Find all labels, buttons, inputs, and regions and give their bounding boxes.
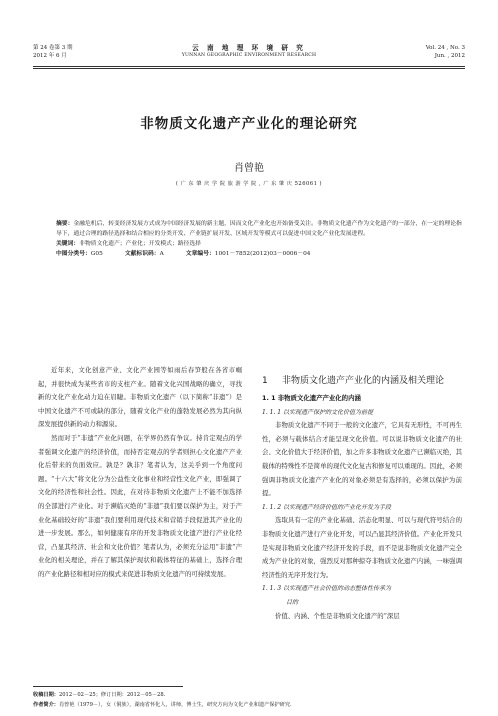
footnote	[33, 690, 465, 710]
left-column	[38, 364, 242, 582]
article-author: 肖曾艳	[234, 163, 264, 174]
intro-paragraph-1: 近年来，文化创意产业、文化产业园等如雨后春笋般在各省市崛起，并很快成为某些省市的支柱产业。随着文化兴国战略的确立，寻找新的文化产业化动力迫在眉睫。非物质文化遗产（以下简称“非遗”）是中国文化遗产不可或缺的部分，随着文化产业的蓬勃发展必然为其向纵深发展提供新的动力和源泉。	[38, 366, 242, 429]
subsection-1-1-1: 1. 1. 1 以实现遗产保护的文化价值为前提	[262, 408, 373, 416]
paragraph-1-1-2: 选取具有一定的产业化基础、活态化明显、可以与现代符号结合的非物质文化遗产进行产业化开发，可以凸显其经济价值。产业化开发只是实现非物质文化遗产经济开发的手段，而不是说非物质文化遗产完全成为产业化的对象，强烈反对那种掠夺非物质文化遗产内涵，一味强调经济性的无序开发行为。	[262, 516, 462, 579]
header-rule-thin	[33, 68, 465, 69]
subsection-1-1-2: 1. 1. 2 以实现遗产经济价值的产业化开发为手段	[262, 503, 391, 511]
right-column	[262, 374, 462, 623]
publication-date-en: Jun. , 2012	[434, 53, 465, 59]
journal-name-cn: 云 南 地 理 环 境 研 究	[192, 44, 306, 52]
received-value: 2012－02－25；修订日期：2012－05－28.	[58, 692, 166, 698]
journal-name-en: YUNNAN GEOGRAPHIC ENVIRONMENT RESEARCH	[181, 53, 317, 58]
abstract-text: 金融危机后，转变经济发展方式成为中国经济发展的新主题，因而文化产业化也开始备受关注。非物质文化遗产作为文化遗产的一部分，在一定的理论指导下，通过合理的路径选择和结合相应的分类开发、产业链扩展开发、区域开发等模式可以促进中国文化产业化发展进程。	[56, 221, 462, 237]
journal-name	[33, 44, 465, 60]
document-code-value: A	[159, 251, 164, 257]
footnote-rule	[33, 686, 183, 687]
section-title: 非物质文化遗产产业化的内涵及相关理论	[282, 376, 445, 386]
volume-issue: 第 24 卷第 3 期	[33, 45, 73, 51]
received-label: 收稿日期：	[33, 692, 59, 698]
author-affiliation: ( 广 东 肇 庆 学 院 旅 游 学 院 , 广 东 肇 庆 526061 )	[175, 181, 323, 187]
author-bio-label: 作者简介：	[33, 702, 59, 708]
classification-row	[56, 249, 465, 259]
clc-value: G05	[90, 251, 103, 257]
volume-issue-en: Vol. 24 , No. 3	[425, 45, 465, 51]
clc-number	[56, 249, 103, 259]
subsection-1-1: 1. 1 非物质文化遗产产业化的内涵	[262, 394, 361, 402]
subsection-1-1-3: 1. 1. 3 以实现遗产社会价值的动态整体性传承为	[262, 585, 391, 593]
keywords	[56, 239, 465, 249]
abstract-label: 摘要：	[56, 221, 74, 227]
abstract	[56, 219, 465, 239]
issue-info-en	[426, 44, 465, 60]
paragraph-1-1-3: 价值、内涵、个性是非物质文化遗产的“深层	[275, 611, 400, 620]
section-1-heading	[262, 374, 462, 388]
keywords-text: 非物质文化遗产；产业化；开发模式；路径选择	[79, 241, 201, 247]
subsection-1-1-3-cont: 目的	[286, 598, 299, 606]
article-title: 非物质文化遗产产业化的理论研究	[140, 116, 358, 132]
section-number: 1	[262, 376, 268, 386]
clc-label: 中图分类号：	[56, 251, 91, 257]
publication-date: 2012 年 6 月	[33, 53, 67, 59]
received-date	[33, 690, 465, 700]
article-number	[186, 249, 311, 259]
intro-paragraph-2: 然而对于“非遗”产业化问题，在学界仍然有争议。持肯定观点的学者强调文化遗产的经济价值，而持否定观点的学者则担心文化遗产产业化后带来的负面效应。孰是？孰非？笔者认为，这关乎到一个角度问题。“十六大”将文化分为公益性文化事业和经营性文化产业，即强调了文化的经济性和社会性。因此，在对待非物质文化遗产上不能不加选择的全部进行产业化。对于濒临灭绝的“非遗”我们要以保护为主，对于产业化基础较好的“非遗”我们要利用现代技术和营销手段促进其产业化的进一步发展。那么，如何健康有序的开发非物质文化遗产进行产业化经营，凸显其经济、社会和文化价值？笔者认为，必须充分运用“非遗”产业化的相关理论，并在了解其保护现状和载体特征的基础上，选择合理的产业化路径和相对应的模式来促进非物质文化遗产的可持续发展。	[38, 433, 242, 578]
paragraph-1-1-1: 非物质文化遗产不同于一般的文化遗产，它具有无形性，不可再生性，必须与载体结合才能呈现文化价值。可以说非物质文化遗产的社会、文化价值大于经济价值，加之许多非物质文化遗产已濒临灭绝，其载体的特殊性不是简单的现代文化复古和修复可以重现的。因此，必须强调非物质文化遗产产业化的对象必须是有选择的，必须以保护为前提。	[262, 421, 462, 498]
document-code-label: 文献标识码：	[124, 251, 160, 257]
document-code	[125, 249, 164, 259]
abstract-block	[56, 219, 465, 259]
article-number-value: 1001－7852(2012)03－0006－04	[214, 251, 311, 257]
journal-header	[33, 44, 465, 68]
author-bio-text: 肖曾艳（1979－），女（侗族），湖南省怀化人，讲师，博士生，研究方向为文化产业和遗产保护研究.	[58, 702, 292, 708]
keywords-label: 关键词：	[56, 241, 80, 247]
article-number-label: 文章编号：	[185, 251, 215, 257]
header-rule	[33, 66, 465, 67]
author-bio	[33, 700, 465, 710]
